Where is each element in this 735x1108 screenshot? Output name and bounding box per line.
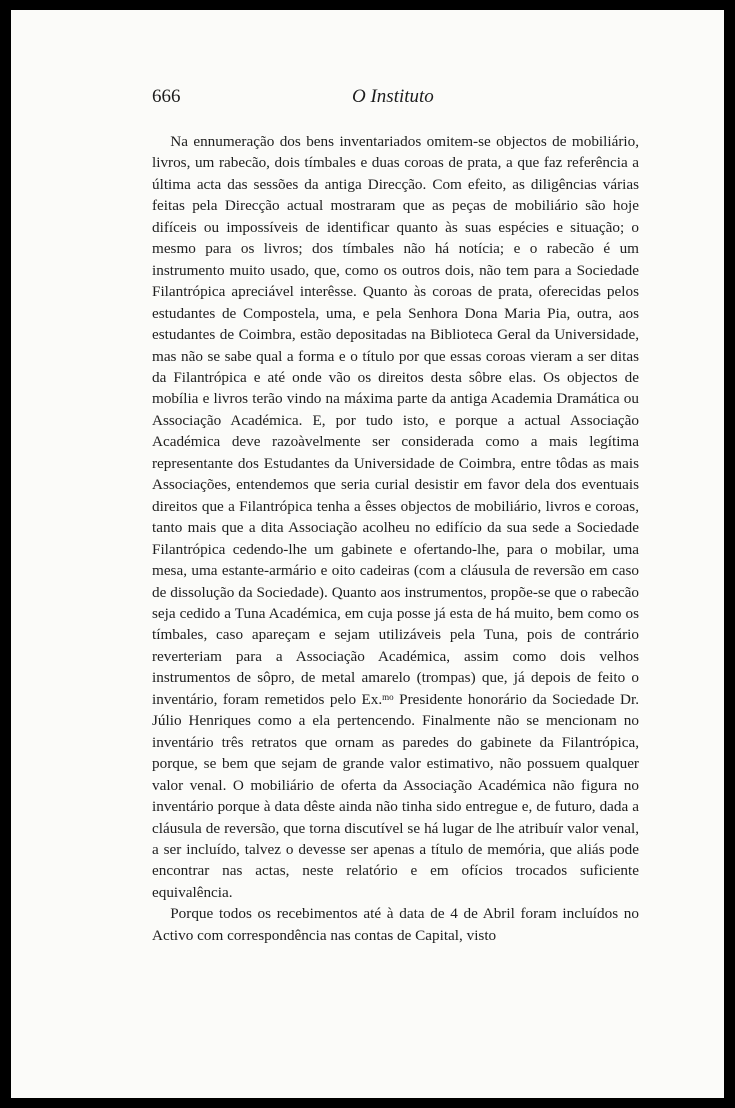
paragraph-text: Na ennumeração dos bens inventariados omitem-se objectos de mobiliário, livros, um rabecão, dois tímbales e duas coroas de prata, a que faz referência a última acta das sessões da antiga Direcção. Com efeito, as diligências várias feitas pela Direcção actual mostraram que as peças de mobiliário são hoje difíceis ou impossíveis de identificar quanto às suas espécies e situação; o mesmo para os livros; dos tímbales não há notícia; e o rabecão é um instrumento muito usado, que, como os outros dois, não tem para a Sociedade Filantrópica apreciável interêsse. Quanto às coroas de prata, oferecidas pelos estudantes de Compostela, uma, e pela Senhora Dona Maria Pia, outra, aos estudantes de Coimbra, estão depositadas na Biblioteca Geral da Universidade, mas não se sabe qual a forma e o título por que essas coroas vieram a ser ditas da Filantrópica e até onde vão os direitos desta sôbre elas. Os objectos de mobília e livros terão vindo na máxima parte da antiga Academia Dramática ou Associação Académica. E, por tudo isto, e porque a actual Associação Académica deve razoàvelmente ser considerada como a mais legítima representante dos Estudantes da Universidade de Coimbra, entre tôdas as mais Associações, entendemos que seria curial desistir em favor dela dos eventuais direitos que a Filantrópica tenha a êsses objectos de mobiliário, livros e coroas, tanto mais que a dita Associação acolheu no edifício da sua sede a Sociedade Filantrópica cedendo-lhe um gabinete e ofertando-lhe, para o mobilar, uma mesa, uma estante-armário e oito cadeiras (com a cláusula de reversão em caso de dissolução da Sociedade). Quanto aos instrumentos, propõe-se que o rabecão seja cedido a Tuna Académica, em cuja posse já esta de há muito, bem como os tímbales, caso apareçam e sejam utilizáveis pela Tuna, pois de contrário reverteriam para a Associação Académica, assim como dois velhos instrumentos de sôpro, de metal amarelo (trompas) que, já depois de feito o inventário, foram remetidos pelo Ex. (152, 133, 639, 708)
superscript-abbreviation: mo (382, 691, 394, 702)
running-title: O Instituto (352, 86, 434, 107)
page-header (152, 86, 639, 116)
body-text (152, 131, 639, 946)
paragraph (152, 131, 639, 903)
paragraph: Porque todos os recebimentos até à data de 4 de Abril foram incluídos no Activo com correspondência nas contas de Capital, visto (152, 905, 639, 944)
page-number: 666 (152, 86, 181, 107)
book-page (11, 10, 724, 1098)
paragraph-text-continued: Presidente honorário da Sociedade Dr. Júlio Henriques como a ela pertencendo. Finalmente não se mencionam no inventário três retratos que ornam as paredes do gabinete da Filantrópica, porque, se bem que sejam de grande valor estimativo, não possuem qualquer valor venal. O mobiliário de oferta da Associação Académica não figura no inventário porque à data dêste ainda não tinha sido entregue e, de futuro, dada a cláusula de reversão, que torna discutível se há lugar de lhe atribuír valor venal, a ser incluído, talvez o devesse ser apenas a título de memória, que aliás pode encontrar nas actas, neste relatório e em ofícios trocados suficiente equivalência. (152, 690, 639, 901)
